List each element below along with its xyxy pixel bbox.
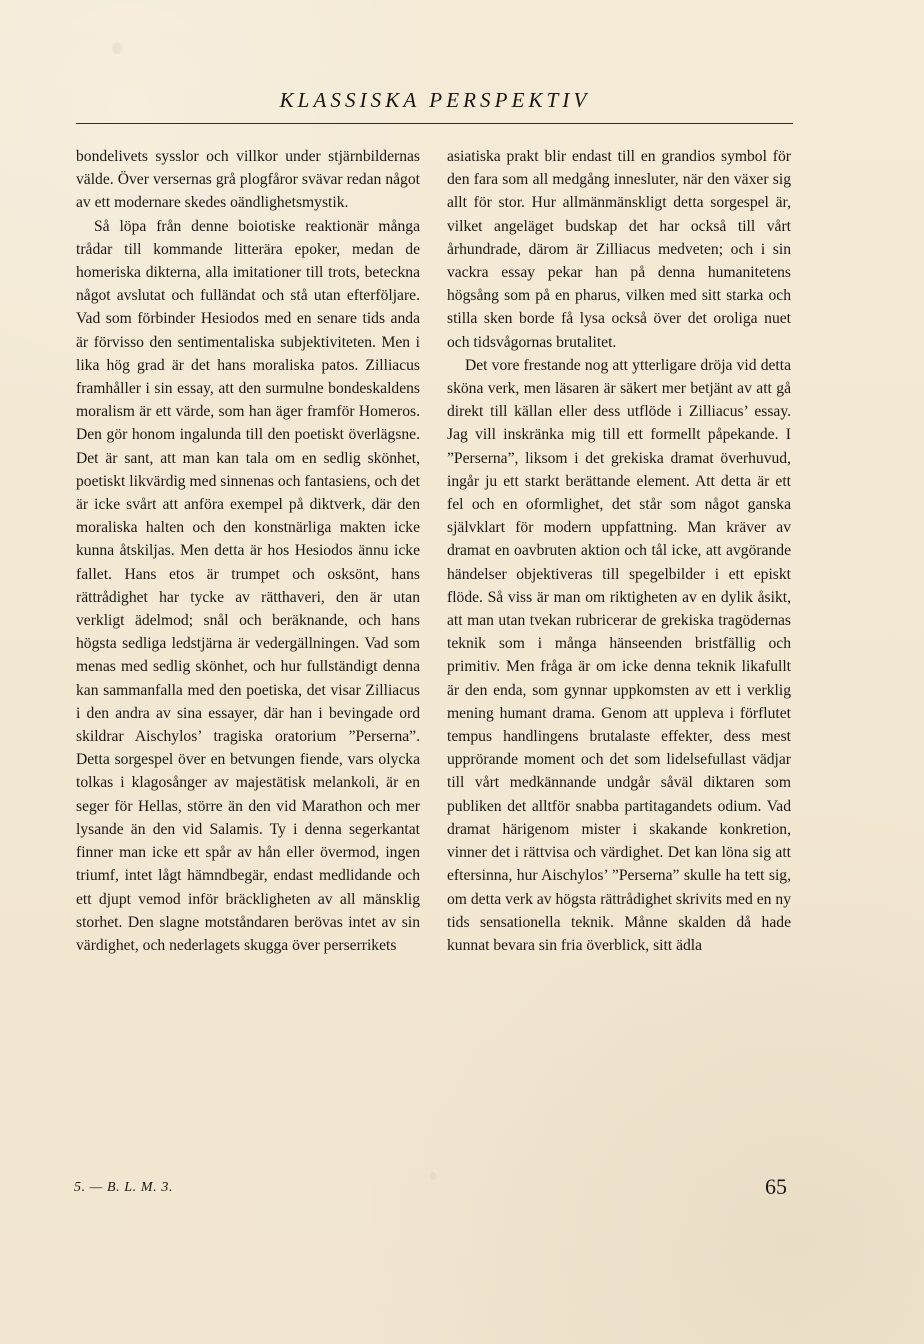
- paragraph: asiatiska prakt blir endast till en grandios symbol för den fara som all medgång innesluter, när den växer sig allt för stor. Hur allmänmänskligt detta sorgespel är, vilket angeläget budskap det har också till vårt århundrade, därom är Zilliacus medveten; och i sin vackra essay pekar han på denna humanitetens högsång som på en pharus, vilken med sitt starka och stilla sken borde få lysa också över det oroliga nuet och tidsvågornas brutalitet.: [447, 148, 791, 351]
- signature-text: 5. — B. L. M. 3.: [74, 1180, 174, 1195]
- right-text-column: [447, 145, 791, 957]
- running-title: KLASSISKA PERSPEKTIV: [279, 88, 591, 112]
- paper-stain: [112, 42, 122, 54]
- page-number: 65: [765, 1174, 787, 1199]
- paper-stain: [430, 1172, 436, 1180]
- left-text-column: [76, 145, 420, 957]
- paragraph: Så löpa från denne boiotiske reaktionär många trådar till kommande litterära epoker, medan de homeriska dikterna, alla imitationer till trots, beteckna något avslutat och fulländat och stå utan efterföljare. Vad som förbinder Hesiodos med en senare tids anda är förvisso den sentimentaliska subjektiviteten. Men i lika hög grad är det hans moraliska patos. Zilliacus framhåller i sin essay, att den surmulne bondeskaldens moralism är ett värde, som han äger framför Homeros. Den gör honom ingalunda till den poetiskt överlägsne. Det är sant, att man kan tala om en sedlig skönhet, poetiskt likvärdig med sinnenas och fantasiens, och det är icke svårt att anföra exempel på diktverk, där den moraliska halten och den konstnärliga makten icke kunna åtskiljas. Men detta är hos Hesiodos ännu icke fallet. Hans etos är trumpet och osksönt, hans rättrådighet har tycke av rätthaveri, den är utan verkligt ädelmod; snål och beräknande, och hans högsta sedliga ledstjärna är vedergällningen. Vad som menas med sedlig skönhet, och hur fullständigt denna kan sammanfalla med den poetiska, det visar Zilliacus i den andra av sina essayer, där han i bevingade ord skildrar Aischylos’ tragiska oratorium ”Perserna”. Detta sorgespel över en betvungen fiende, vars olycka tolkas i klagosånger av majestätisk melankoli, är en seger för Hellas, större än den vid Marathon och mer lysande än den vid Salamis. Ty i denna segerkantat finner man icke ett spår av hån eller övermod, ingen triumf, intet lågt hämndbegär, endast medlidande och ett djupt vemod inför bräckligheten av all mänsklig storhet. Den slagne motståndaren berövas intet av sin värdighet, och nederlagets skugga över perserrikets: [76, 217, 420, 954]
- paragraph: Det vore frestande nog att ytterligare dröja vid detta sköna verk, men läsaren är säkert mer betjänt av att gå direkt till källan eller dess utflöde i Zilliacus’ essay. Jag vill inskränka mig till ett formellt påpekande. I ”Perserna”, liksom i det grekiska dramat överhuvud, ingår ju ett starkt berättande element. Att detta är ett fel och en oformlighet, det står som något ganska självklart för modern uppfattning. Man kräver av dramat en oavbruten aktion och tål icke, att avgörande händelser objektiveras till spegelbilder i ett episkt flöde. Så viss är man om riktigheten av en dylik åsikt, att man utan tvekan rubricerar de grekiska tragödernas teknik som i många hänseenden bristfällig och primitiv. Men fråga är om icke denna teknik likafullt är den enda, som gynnar uppkomsten av ett i verklig mening humant drama. Genom att uppleva i förflutet tempus handlingens brutalaste effekter, dess mest upprörande moment och det som lidelsefullast vädjar till vårt medkännande undgår såväl diktaren som publiken det alltför snabba partitagandets odium. Vad dramat härigenom mister i skakande konkretion, vinner det i rättvisa och värdighet. Det kan löna sig att eftersinna, hur Aischylos’ ”Perserna” skulle ha tett sig, om detta verk av högsta rättrådighet skrivits med en ny tids sensationella teknik. Månne skalden då hade kunnat bevara sin fria överblick, sitt ädla: [447, 356, 791, 954]
- header-rule: [76, 123, 793, 124]
- printer-signature: [74, 1181, 173, 1195]
- paragraph: bondelivets sysslor och villkor under stjärnbildernas välde. Över versernas grå plogfåror svävar redan något av ett modernare skedes oändlighetsmystik.: [76, 148, 420, 212]
